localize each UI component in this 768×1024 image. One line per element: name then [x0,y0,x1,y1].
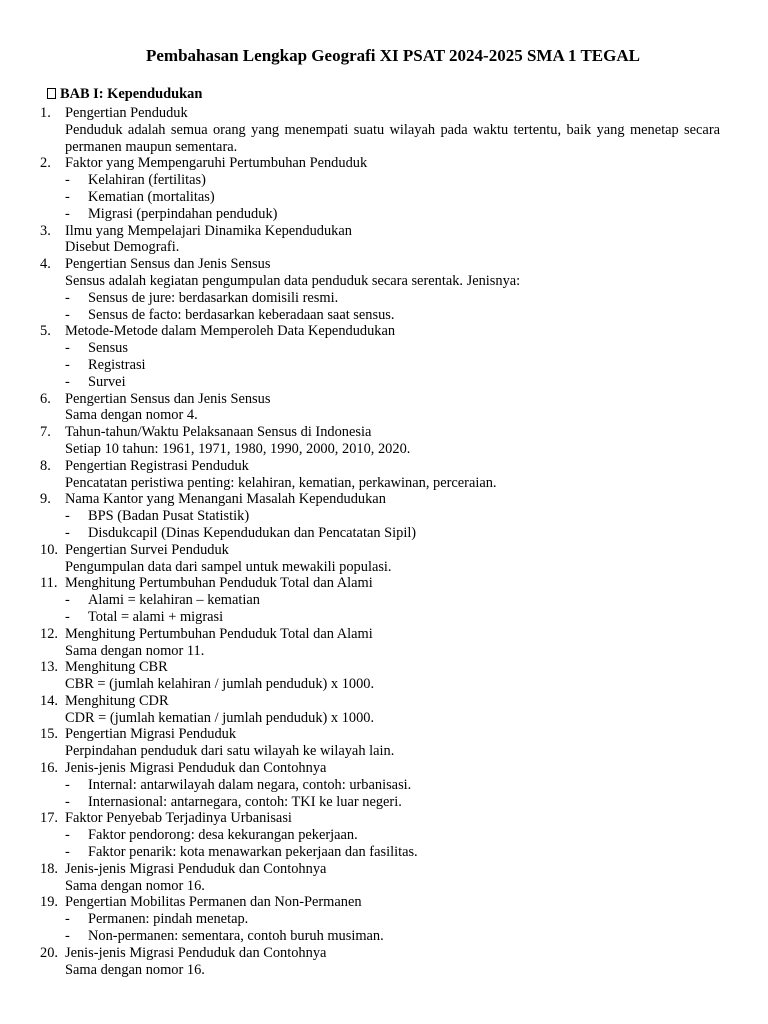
bullet-item [65,525,720,542]
list-item [40,542,720,576]
document-title: Pembahasan Lengkap Geografi XI PSAT 2024-2025 SMA 1 TEGAL [145,46,640,65]
dash-bullet-icon: - [65,172,70,189]
chapter-heading [47,86,202,103]
bullet-item [65,592,720,609]
bullet-item [65,911,720,928]
item-title: Faktor yang Mempengaruhi Pertumbuhan Penduduk [65,155,368,172]
list-item [40,945,720,979]
bullet-item [65,172,720,189]
item-number: 5. [40,323,51,340]
item-number: 15. [40,726,58,743]
bullet-text: Non-permanen: sementara, contoh buruh musiman. [88,928,384,945]
bullet-text: Internasional: antarnegara, contoh: TKI ke luar negeri. [88,793,402,810]
bullet-item [65,189,720,206]
item-description: Sama dengan nomor 4. [65,407,198,424]
list-item [40,861,720,895]
item-title: Pengertian Sensus dan Jenis Sensus [65,390,271,407]
item-number: 10. [40,541,58,558]
bullet-item [65,508,720,525]
bullet-text: Faktor pendorong: desa kekurangan pekerjaan. [88,827,358,844]
item-title: Pengertian Penduduk [65,105,188,121]
item-number: 2. [40,155,51,172]
item-number: 16. [40,760,58,777]
dash-bullet-icon: - [65,306,70,323]
item-title: Pengertian Survei Penduduk [65,541,229,558]
dash-bullet-icon: - [65,356,70,373]
item-number: 20. [40,944,58,961]
item-title: Menghitung Pertumbuhan Penduduk Total dan Alami [65,625,373,642]
item-title: Jenis-jenis Migrasi Penduduk dan Contohnya [65,944,327,961]
item-title: Menghitung CBR [65,659,168,676]
list-item [40,491,720,541]
dash-bullet-icon: - [65,793,70,810]
bullet-text: Alami = kelahiran – kematian [88,592,260,609]
bullet-text: Disdukcapil (Dinas Kependudukan dan Pencatatan Sipil) [88,524,417,541]
bullet-item [65,357,720,374]
dash-bullet-icon: - [65,508,70,525]
item-description: CBR = (jumlah kelahiran / jumlah penduduk) x 1000. [65,676,375,693]
item-title: Faktor Penyebab Terjadinya Urbanisasi [65,810,292,827]
item-description: Sama dengan nomor 16. [65,877,205,894]
bullet-text: Internal: antarwilayah dalam negara, contoh: urbanisasi. [88,776,412,793]
list-item [40,424,720,458]
bullet-text: Migrasi (perpindahan penduduk) [88,205,278,222]
bullet-text: Sensus de facto: berdasarkan keberadaan saat sensus. [88,306,395,323]
bullet-text: Permanen: pindah menetap. [88,911,249,928]
list-item [40,223,720,257]
dash-bullet-icon: - [65,373,70,390]
item-description: Sensus adalah kegiatan pengumpulan data penduduk secara serentak. Jenisnya: [65,272,521,289]
list-item [40,693,720,727]
bullet-text: Registrasi [88,356,146,373]
bullet-item [65,827,720,844]
item-description: Sama dengan nomor 16. [65,961,205,978]
bullet-text: Sensus [88,340,128,357]
chapter-title: BAB I: Kependudukan [60,86,203,102]
item-number: 11. [40,575,58,592]
bullet-item [65,290,720,307]
bullet-item [65,206,720,223]
dash-bullet-icon: - [65,188,70,205]
item-description: Pencatatan peristiwa penting: kelahiran, kematian, perkawinan, perceraian. [65,474,497,491]
list-item [40,458,720,492]
item-title: Pengertian Mobilitas Permanen dan Non-Permanen [65,894,362,911]
item-number: 12. [40,625,58,642]
dash-bullet-icon: - [65,911,70,928]
item-title: Menghitung CDR [65,692,169,709]
item-number: 18. [40,860,58,877]
item-title: Jenis-jenis Migrasi Penduduk dan Contohnya [65,860,327,877]
list-item [40,760,720,810]
bullet-item [65,928,720,945]
list-item [40,155,720,222]
item-description: Pengumpulan data dari sampel untuk mewakili populasi. [65,558,392,575]
dash-bullet-icon: - [65,844,70,861]
item-number: 1. [40,105,51,121]
item-description: Sama dengan nomor 11. [65,642,205,659]
item-number: 19. [40,894,58,911]
item-number: 3. [40,222,51,239]
list-item [40,810,720,860]
item-description: Setiap 10 tahun: 1961, 1971, 1980, 1990, 2000, 2010, 2020. [65,440,411,457]
item-title: Pengertian Registrasi Penduduk [65,457,249,474]
list-item [40,894,720,944]
item-number: 17. [40,810,58,827]
checkbox-icon [47,88,56,99]
item-title: Tahun-tahun/Waktu Pelaksanaan Sensus di Indonesia [65,424,372,441]
bullet-item [65,340,720,357]
dash-bullet-icon: - [65,928,70,945]
numbered-list [40,105,720,978]
item-description: Perpindahan penduduk dari satu wilayah ke wilayah lain. [65,743,395,760]
bullet-text: Survei [88,373,126,390]
item-title: Pengertian Migrasi Penduduk [65,726,237,743]
item-number: 6. [40,390,51,407]
item-description: Disebut Demografi. [65,239,180,256]
list-item [40,626,720,660]
bullet-item [65,609,720,626]
dash-bullet-icon: - [65,524,70,541]
bullet-text: Kelahiran (fertilitas) [88,172,206,189]
item-number: 9. [40,491,51,508]
item-title: Pengertian Sensus dan Jenis Sensus [65,256,271,273]
item-number: 4. [40,256,51,273]
list-item [40,391,720,425]
item-number: 14. [40,692,58,709]
bullet-item [65,794,720,811]
dash-bullet-icon: - [65,776,70,793]
dash-bullet-icon: - [65,340,70,357]
list-item [40,659,720,693]
item-description: Penduduk adalah semua orang yang menempati suatu wilayah pada waktu tertentu, baik yang menetap secara permanen maupun sementara. [65,121,720,155]
item-title: Nama Kantor yang Menangani Masalah Kependudukan [65,491,386,508]
item-description: CDR = (jumlah kematian / jumlah penduduk) x 1000. [65,709,375,726]
list-item [40,726,720,760]
item-title: Metode-Metode dalam Memperoleh Data Kependudukan [65,323,396,340]
list-item [40,105,720,155]
bullet-item [65,777,720,794]
item-number: 13. [40,659,58,676]
dash-bullet-icon: - [65,827,70,844]
item-title: Jenis-jenis Migrasi Penduduk dan Contohnya [65,760,327,777]
bullet-item [65,374,720,391]
item-title: Menghitung Pertumbuhan Penduduk Total dan Alami [65,575,373,592]
dash-bullet-icon: - [65,592,70,609]
bullet-item [65,307,720,324]
dash-bullet-icon: - [65,205,70,222]
item-number: 7. [40,424,51,441]
dash-bullet-icon: - [65,608,70,625]
list-item [40,256,720,323]
list-item [40,323,720,390]
bullet-item [65,844,720,861]
item-number: 8. [40,457,51,474]
bullet-text: Total = alami + migrasi [88,608,224,625]
list-item [40,575,720,625]
bullet-text: BPS (Badan Pusat Statistik) [88,508,250,525]
dash-bullet-icon: - [65,289,70,306]
bullet-text: Faktor penarik: kota menawarkan pekerjaan dan fasilitas. [88,844,418,861]
item-title: Ilmu yang Mempelajari Dinamika Kependudukan [65,222,352,239]
bullet-text: Sensus de jure: berdasarkan domisili resmi. [88,289,339,306]
bullet-text: Kematian (mortalitas) [88,188,215,205]
